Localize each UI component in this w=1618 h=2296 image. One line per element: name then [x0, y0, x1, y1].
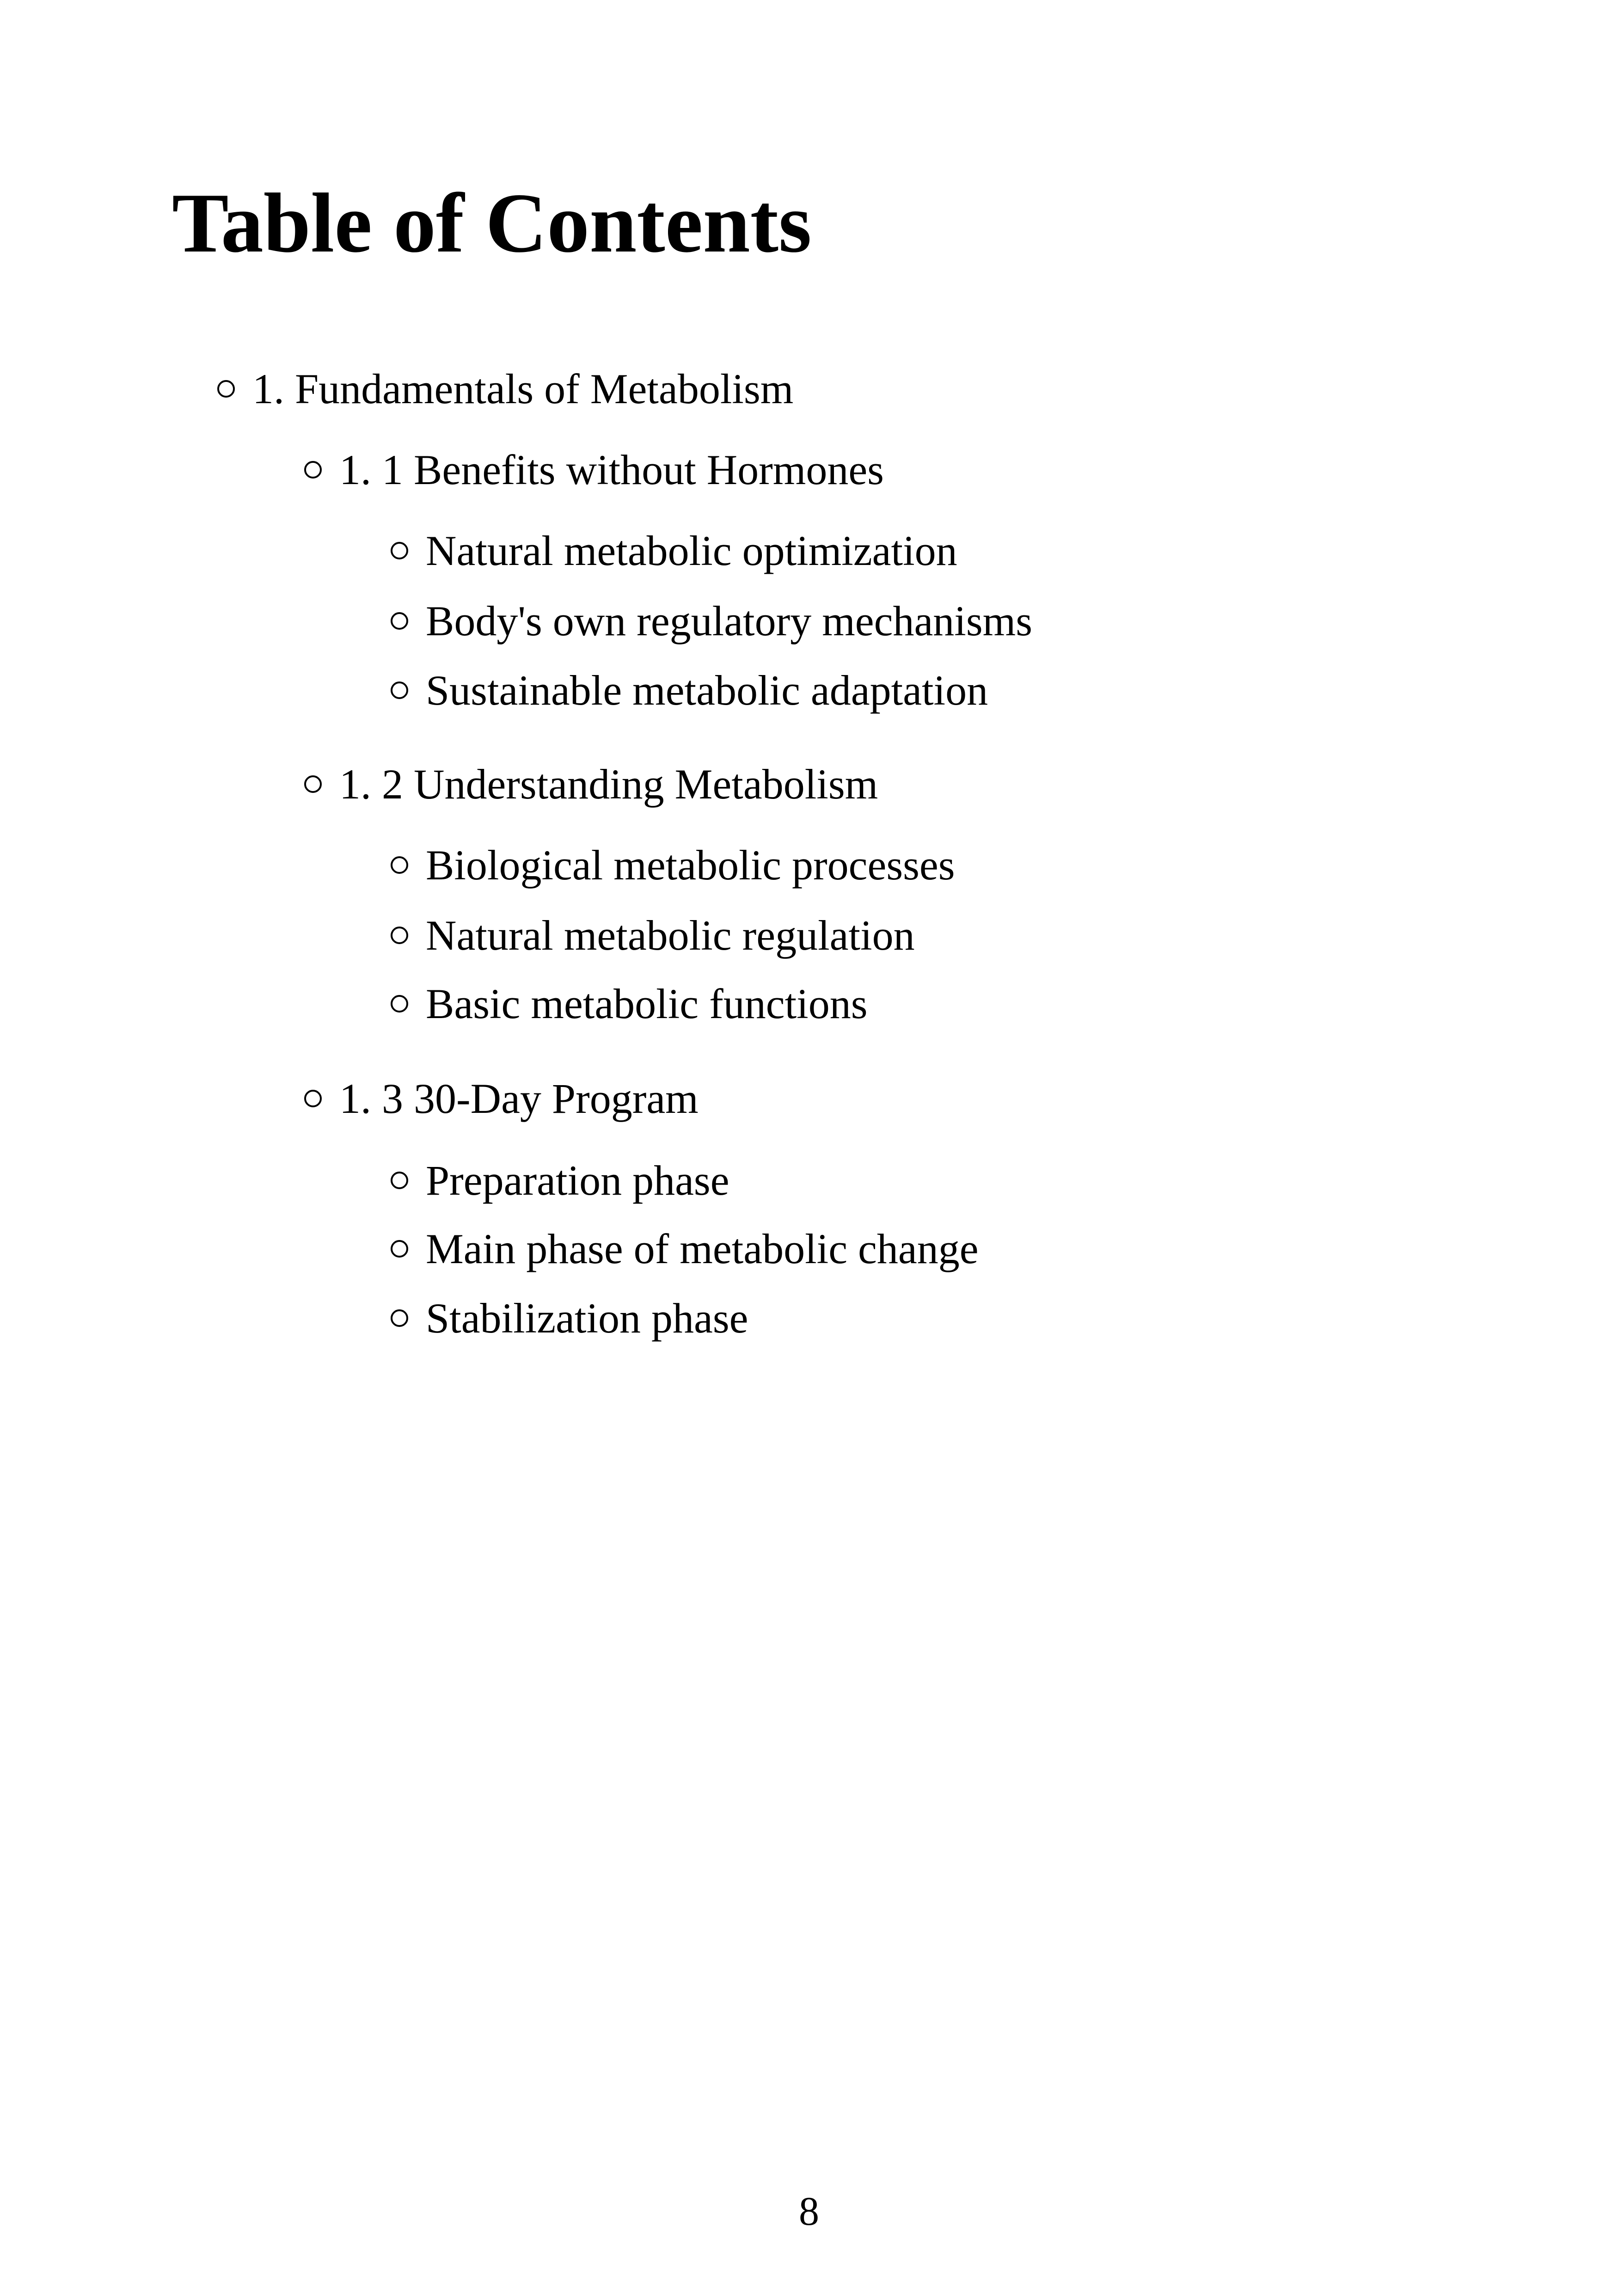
toc-item	[391, 1159, 729, 1202]
toc-item-label: Natural metabolic optimization	[426, 527, 957, 574]
toc-item-label: Stabilization phase	[426, 1295, 748, 1342]
circle-bullet-icon	[304, 1090, 322, 1107]
toc-item	[391, 529, 957, 572]
circle-bullet-icon	[391, 681, 408, 699]
toc-item	[391, 914, 915, 957]
page-number: 8	[799, 2189, 819, 2234]
toc-item	[391, 982, 868, 1025]
circle-bullet-icon	[304, 775, 322, 793]
toc-section-label: 1. 1 Benefits without Hormones	[339, 446, 884, 493]
toc-chapter-label: 1. Fundamentals of Metabolism	[252, 365, 794, 412]
toc-item-label: Basic metabolic functions	[426, 980, 868, 1027]
circle-bullet-icon	[391, 927, 408, 944]
toc-item	[391, 597, 1033, 645]
toc-item	[391, 669, 988, 712]
page-title: Table of Contents	[172, 176, 812, 270]
toc-section-1-3	[304, 1077, 699, 1120]
toc-item	[391, 841, 955, 889]
circle-bullet-icon	[391, 856, 408, 874]
toc-item-label: Preparation phase	[426, 1157, 729, 1204]
toc-item-label: Main phase of metabolic change	[426, 1225, 979, 1272]
toc-section-label: 1. 2 Understanding Metabolism	[339, 761, 878, 808]
circle-bullet-icon	[217, 380, 235, 398]
circle-bullet-icon	[391, 542, 408, 559]
circle-bullet-icon	[391, 1309, 408, 1327]
toc-chapter-1	[217, 365, 794, 412]
toc-section-1-1	[304, 448, 884, 491]
circle-bullet-icon	[391, 612, 408, 630]
toc-item-label: Body's own regulatory mechanisms	[426, 597, 1033, 645]
toc-item-label: Natural metabolic regulation	[426, 912, 915, 959]
circle-bullet-icon	[391, 1172, 408, 1189]
toc-item	[391, 1225, 979, 1272]
toc-section-label: 1. 3 30-Day Program	[339, 1075, 699, 1122]
toc-section-1-2	[304, 761, 878, 808]
toc-item-label: Sustainable metabolic adaptation	[426, 667, 988, 714]
circle-bullet-icon	[391, 1240, 408, 1258]
circle-bullet-icon	[304, 461, 322, 479]
toc-item-label: Biological metabolic processes	[426, 841, 955, 889]
circle-bullet-icon	[391, 995, 408, 1013]
toc-item	[391, 1295, 748, 1342]
